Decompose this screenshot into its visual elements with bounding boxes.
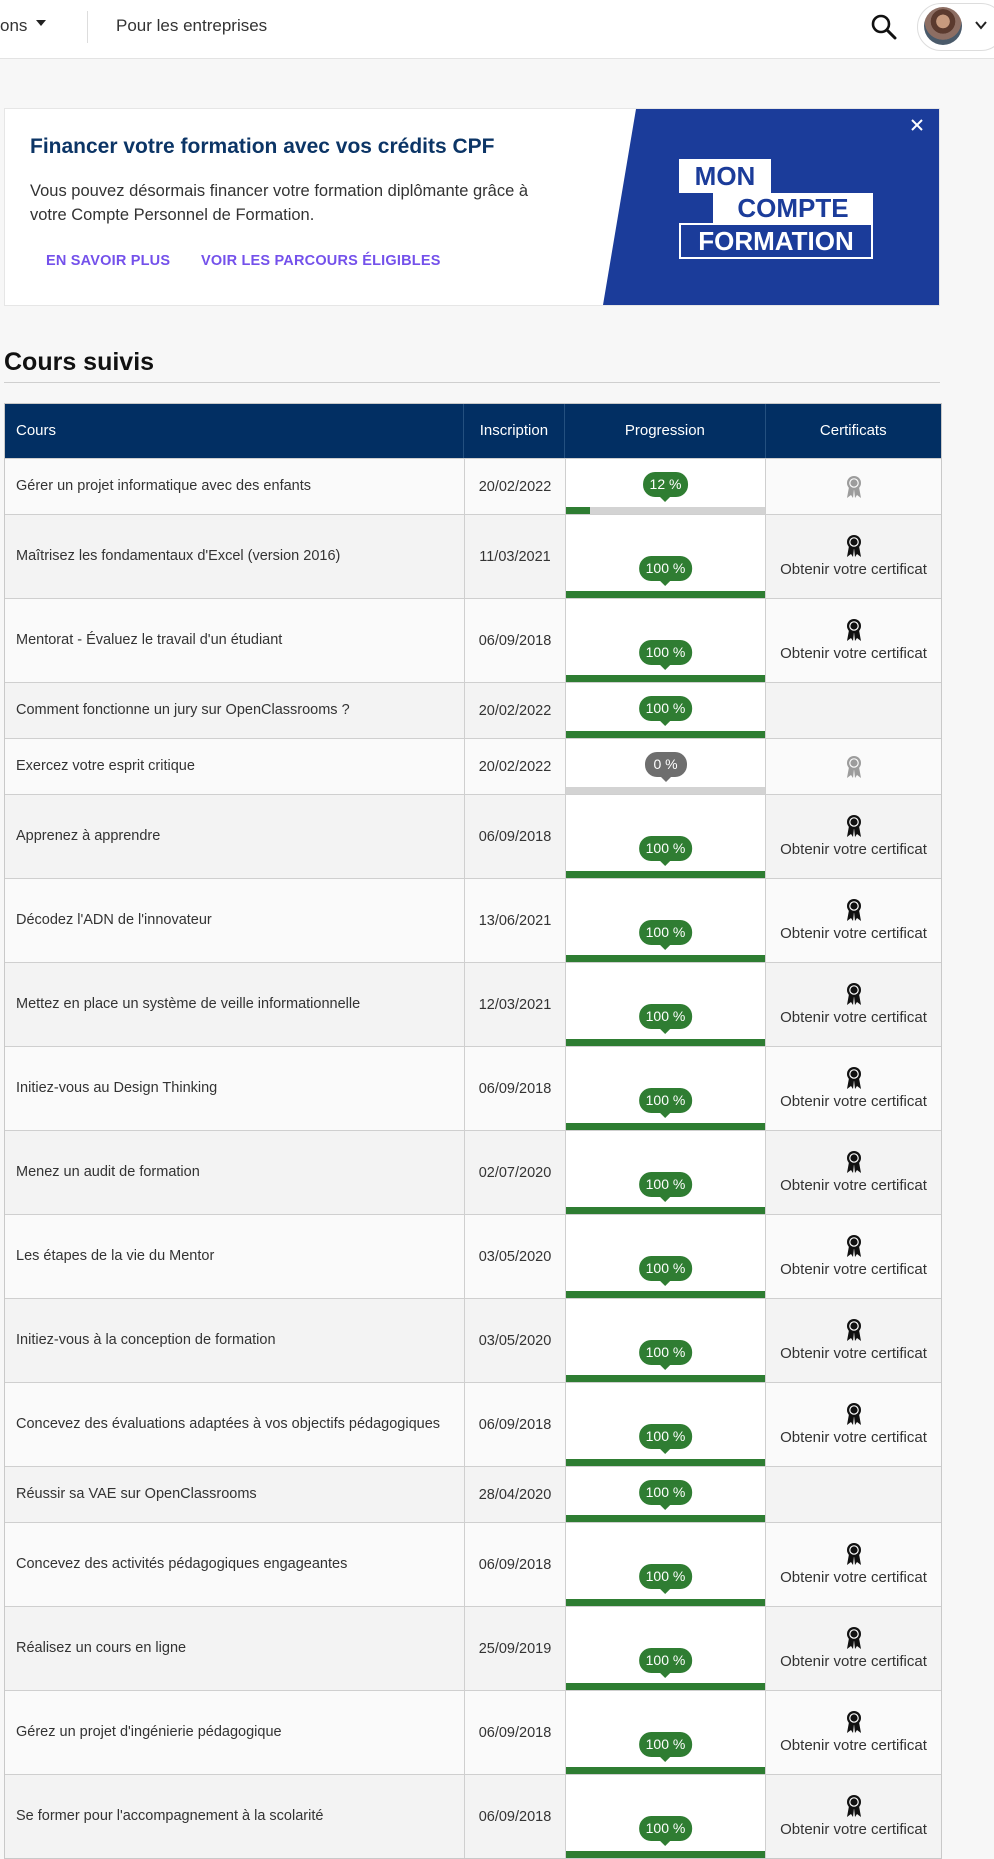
progress-cell <box>565 1131 765 1214</box>
progress-badge: 100 % <box>639 1816 693 1841</box>
progress-bar <box>566 1039 765 1046</box>
learn-more-link[interactable]: EN SAVOIR PLUS <box>46 253 171 269</box>
logo-line-mon: MON <box>679 159 771 193</box>
progress-bar <box>566 1515 765 1522</box>
progress-cell <box>565 1691 765 1774</box>
progress-cell <box>565 459 765 514</box>
progress-badge: 100 % <box>639 1256 693 1281</box>
progress-bar-fill <box>566 1851 765 1858</box>
enrollment-date: 20/02/2022 <box>464 459 565 514</box>
get-certificate-link[interactable]: Obtenir votre certificat <box>780 1177 927 1194</box>
progress-bar <box>566 507 765 514</box>
table-row[interactable] <box>5 458 941 514</box>
get-certificate-link[interactable]: Obtenir votre certificat <box>780 1737 927 1754</box>
enrollment-date: 20/02/2022 <box>464 683 565 738</box>
certificate-cell[interactable] <box>765 1047 941 1130</box>
avatar[interactable] <box>924 7 962 45</box>
table-row[interactable] <box>5 1046 941 1130</box>
logo-line-formation: FORMATION <box>679 223 873 259</box>
progress-bar <box>566 1291 765 1298</box>
get-certificate-link[interactable]: Obtenir votre certificat <box>780 1821 927 1838</box>
course-title[interactable]: Maîtrisez les fondamentaux d'Excel (version 2016) <box>16 548 341 564</box>
enrollment-date: 06/09/2018 <box>464 1523 565 1606</box>
progress-badge: 100 % <box>639 1340 693 1365</box>
award-icon <box>845 475 863 499</box>
progress-badge: 12 % <box>643 472 689 497</box>
progress-badge: 100 % <box>639 1004 693 1029</box>
course-title[interactable]: Gérez un projet d'ingénierie pédagogique <box>16 1724 282 1740</box>
course-title[interactable]: Comment fonctionne un jury sur OpenClassrooms ? <box>16 702 350 718</box>
course-title[interactable]: Décodez l'ADN de l'innovateur <box>16 912 212 928</box>
progress-badge: 100 % <box>639 920 693 945</box>
get-certificate-link[interactable]: Obtenir votre certificat <box>780 1345 927 1362</box>
progress-bar <box>566 1123 765 1130</box>
progress-bar <box>566 731 765 738</box>
progress-bar-fill <box>566 1207 765 1214</box>
award-icon <box>845 1710 863 1734</box>
get-certificate-link[interactable]: Obtenir votre certificat <box>780 1093 927 1110</box>
enrollment-date: 06/09/2018 <box>464 1047 565 1130</box>
progress-badge: 100 % <box>639 640 693 665</box>
table-row[interactable] <box>5 1522 941 1606</box>
table-body <box>5 458 941 1858</box>
award-icon <box>845 1066 863 1090</box>
certificate-cell <box>765 1467 941 1522</box>
search-icon[interactable] <box>870 13 898 41</box>
certificate-cell[interactable] <box>765 1299 941 1382</box>
cpf-banner <box>4 108 940 306</box>
progress-badge: 100 % <box>639 1424 693 1449</box>
progress-bar-fill <box>566 1767 765 1774</box>
nav-menu-partial[interactable]: ons <box>0 16 28 35</box>
progress-bar <box>566 955 765 962</box>
award-icon <box>845 1318 863 1342</box>
banner-text: Vous pouvez désormais financer votre formation diplômante grâce à votre Compte Personnel de Formation. <box>30 182 529 224</box>
nav-link-business[interactable]: Pour les entreprises <box>116 16 268 35</box>
award-icon <box>845 1626 863 1650</box>
progress-bar <box>566 1851 765 1858</box>
page-title: Cours suivis <box>4 348 155 376</box>
progress-bar <box>566 675 765 682</box>
table-row[interactable] <box>5 1382 941 1466</box>
course-title[interactable]: Exercez votre esprit critique <box>16 758 195 774</box>
course-title[interactable]: Réussir sa VAE sur OpenClassrooms <box>16 1486 257 1502</box>
mon-compte-formation-logo <box>679 159 873 257</box>
course-title[interactable]: Concevez des évaluations adaptées à vos objectifs pédagogiques <box>16 1416 441 1432</box>
table-row[interactable] <box>5 962 941 1046</box>
course-title[interactable]: Mentorat - Évaluez le travail d'un étudiant <box>16 632 283 648</box>
progress-bar <box>566 1459 765 1466</box>
award-icon <box>845 1234 863 1258</box>
progress-badge: 0 % <box>645 752 687 777</box>
progress-badge: 100 % <box>639 1732 693 1757</box>
account-menu[interactable] <box>917 3 994 51</box>
enrollment-date: 06/09/2018 <box>464 1775 565 1858</box>
progress-cell <box>565 879 765 962</box>
award-icon <box>845 814 863 838</box>
column-header-course: Cours <box>16 422 57 439</box>
award-icon <box>845 1402 863 1426</box>
table-row[interactable] <box>5 794 941 878</box>
award-icon <box>845 1794 863 1818</box>
award-icon <box>845 898 863 922</box>
chevron-down-icon[interactable] <box>36 20 46 26</box>
table-row[interactable] <box>5 598 941 682</box>
progress-bar-fill <box>566 1683 765 1690</box>
enrollment-date: 20/02/2022 <box>464 739 565 794</box>
enrollment-date: 06/09/2018 <box>464 599 565 682</box>
award-icon <box>845 1542 863 1566</box>
progress-bar <box>566 1207 765 1214</box>
progress-bar-fill <box>566 731 765 738</box>
eligible-paths-link[interactable]: VOIR LES PARCOURS ÉLIGIBLES <box>201 253 441 269</box>
course-title[interactable]: Initiez-vous à la conception de formation <box>16 1332 276 1348</box>
logo-line-compte: COMPTE <box>713 193 873 223</box>
certificate-cell[interactable] <box>765 879 941 962</box>
table-row[interactable] <box>5 1298 941 1382</box>
certificate-cell[interactable] <box>765 1691 941 1774</box>
enrollment-date: 12/03/2021 <box>464 963 565 1046</box>
enrollment-date: 02/07/2020 <box>464 1131 565 1214</box>
table-header <box>5 404 941 458</box>
certificate-cell[interactable] <box>765 1607 941 1690</box>
progress-badge: 100 % <box>639 556 693 581</box>
column-header-enrollment: Inscription <box>463 404 565 458</box>
certificate-cell[interactable] <box>765 1383 941 1466</box>
close-icon[interactable] <box>907 115 927 135</box>
progress-bar-fill <box>566 871 765 878</box>
progress-bar-fill <box>566 1515 765 1522</box>
progress-cell <box>565 1047 765 1130</box>
table-row[interactable] <box>5 1606 941 1690</box>
progress-bar <box>566 1767 765 1774</box>
progress-cell <box>565 1775 765 1858</box>
progress-cell <box>565 1523 765 1606</box>
progress-cell <box>565 683 765 738</box>
certificate-cell[interactable] <box>765 515 941 598</box>
progress-badge: 100 % <box>639 1564 693 1589</box>
table-row[interactable] <box>5 1214 941 1298</box>
table-row[interactable] <box>5 514 941 598</box>
course-title[interactable]: Apprenez à apprendre <box>16 828 161 844</box>
progress-bar <box>566 1375 765 1382</box>
certificate-cell <box>765 739 941 794</box>
progress-bar-fill <box>566 1375 765 1382</box>
course-title[interactable]: Se former pour l'accompagnement à la scolarité <box>16 1808 324 1824</box>
progress-bar-fill <box>566 675 765 682</box>
progress-bar-fill <box>566 591 765 598</box>
award-icon <box>845 618 863 642</box>
progress-bar-fill <box>566 507 590 514</box>
progress-cell <box>565 1215 765 1298</box>
certificate-cell[interactable] <box>765 1215 941 1298</box>
certificate-cell[interactable] <box>765 1523 941 1606</box>
progress-cell <box>565 599 765 682</box>
enrollment-date: 28/04/2020 <box>464 1467 565 1522</box>
nav-divider <box>87 11 88 43</box>
certificate-cell[interactable] <box>765 599 941 682</box>
progress-cell <box>565 515 765 598</box>
get-certificate-link[interactable]: Obtenir votre certificat <box>780 841 927 858</box>
course-title[interactable]: Les étapes de la vie du Mentor <box>16 1248 215 1264</box>
progress-cell <box>565 1467 765 1522</box>
progress-bar <box>566 1683 765 1690</box>
award-icon <box>845 755 863 779</box>
progress-bar-fill <box>566 1459 765 1466</box>
progress-badge: 100 % <box>639 696 693 721</box>
table-row[interactable] <box>5 1690 941 1774</box>
progress-bar-fill <box>566 1599 765 1606</box>
enrollment-date: 03/05/2020 <box>464 1215 565 1298</box>
top-navbar <box>0 0 994 59</box>
certificate-cell[interactable] <box>765 963 941 1046</box>
table-row[interactable] <box>5 682 941 738</box>
get-certificate-link[interactable]: Obtenir votre certificat <box>780 561 927 578</box>
chevron-down-icon[interactable] <box>974 18 988 32</box>
table-row[interactable] <box>5 1774 941 1858</box>
certificate-cell[interactable] <box>765 795 941 878</box>
progress-cell <box>565 795 765 878</box>
enrollment-date: 06/09/2018 <box>464 795 565 878</box>
table-row[interactable] <box>5 878 941 962</box>
column-header-certificates: Certificats <box>765 404 941 458</box>
progress-bar <box>566 787 765 794</box>
progress-badge: 100 % <box>639 1648 693 1673</box>
get-certificate-link[interactable]: Obtenir votre certificat <box>780 1569 927 1586</box>
course-title[interactable]: Gérer un projet informatique avec des enfants <box>16 478 311 494</box>
enrollment-date: 25/09/2019 <box>464 1607 565 1690</box>
certificate-cell[interactable] <box>765 1131 941 1214</box>
get-certificate-link[interactable]: Obtenir votre certificat <box>780 1261 927 1278</box>
enrollment-date: 03/05/2020 <box>464 1299 565 1382</box>
progress-badge: 100 % <box>639 1480 693 1505</box>
progress-cell <box>565 1607 765 1690</box>
progress-badge: 100 % <box>639 836 693 861</box>
progress-bar-fill <box>566 1123 765 1130</box>
section-divider <box>4 382 940 383</box>
progress-cell <box>565 963 765 1046</box>
enrollment-date: 06/09/2018 <box>464 1691 565 1774</box>
get-certificate-link[interactable]: Obtenir votre certificat <box>780 1009 927 1026</box>
progress-cell <box>565 1299 765 1382</box>
course-title[interactable]: Réalisez un cours en ligne <box>16 1640 187 1656</box>
progress-cell <box>565 1383 765 1466</box>
course-title[interactable]: Concevez des activités pédagogiques engageantes <box>16 1556 348 1572</box>
get-certificate-link[interactable]: Obtenir votre certificat <box>780 1429 927 1446</box>
table-row[interactable] <box>5 1466 941 1522</box>
courses-table <box>4 403 942 1859</box>
enrollment-date: 11/03/2021 <box>464 515 565 598</box>
progress-bar <box>566 591 765 598</box>
get-certificate-link[interactable]: Obtenir votre certificat <box>780 925 927 942</box>
award-icon <box>845 1150 863 1174</box>
table-row[interactable] <box>5 1130 941 1214</box>
certificate-cell <box>765 459 941 514</box>
progress-bar <box>566 1599 765 1606</box>
progress-bar-fill <box>566 1291 765 1298</box>
course-title[interactable]: Mettez en place un système de veille informationnelle <box>16 996 361 1012</box>
column-header-progress: Progression <box>564 404 764 458</box>
award-icon <box>845 534 863 558</box>
course-title[interactable]: Initiez-vous au Design Thinking <box>16 1080 218 1096</box>
award-icon <box>845 982 863 1006</box>
certificate-cell <box>765 683 941 738</box>
progress-badge: 100 % <box>639 1172 693 1197</box>
course-title[interactable]: Menez un audit de formation <box>16 1164 200 1180</box>
progress-bar-fill <box>566 1039 765 1046</box>
enrollment-date: 13/06/2021 <box>464 879 565 962</box>
progress-badge: 100 % <box>639 1088 693 1113</box>
get-certificate-link[interactable]: Obtenir votre certificat <box>780 645 927 662</box>
progress-bar <box>566 871 765 878</box>
progress-bar-fill <box>566 955 765 962</box>
enrollment-date: 06/09/2018 <box>464 1383 565 1466</box>
certificate-cell[interactable] <box>765 1775 941 1858</box>
table-row[interactable] <box>5 738 941 794</box>
banner-title: Financer votre formation avec vos crédits CPF <box>30 135 495 158</box>
get-certificate-link[interactable]: Obtenir votre certificat <box>780 1653 927 1670</box>
progress-cell <box>565 739 765 794</box>
